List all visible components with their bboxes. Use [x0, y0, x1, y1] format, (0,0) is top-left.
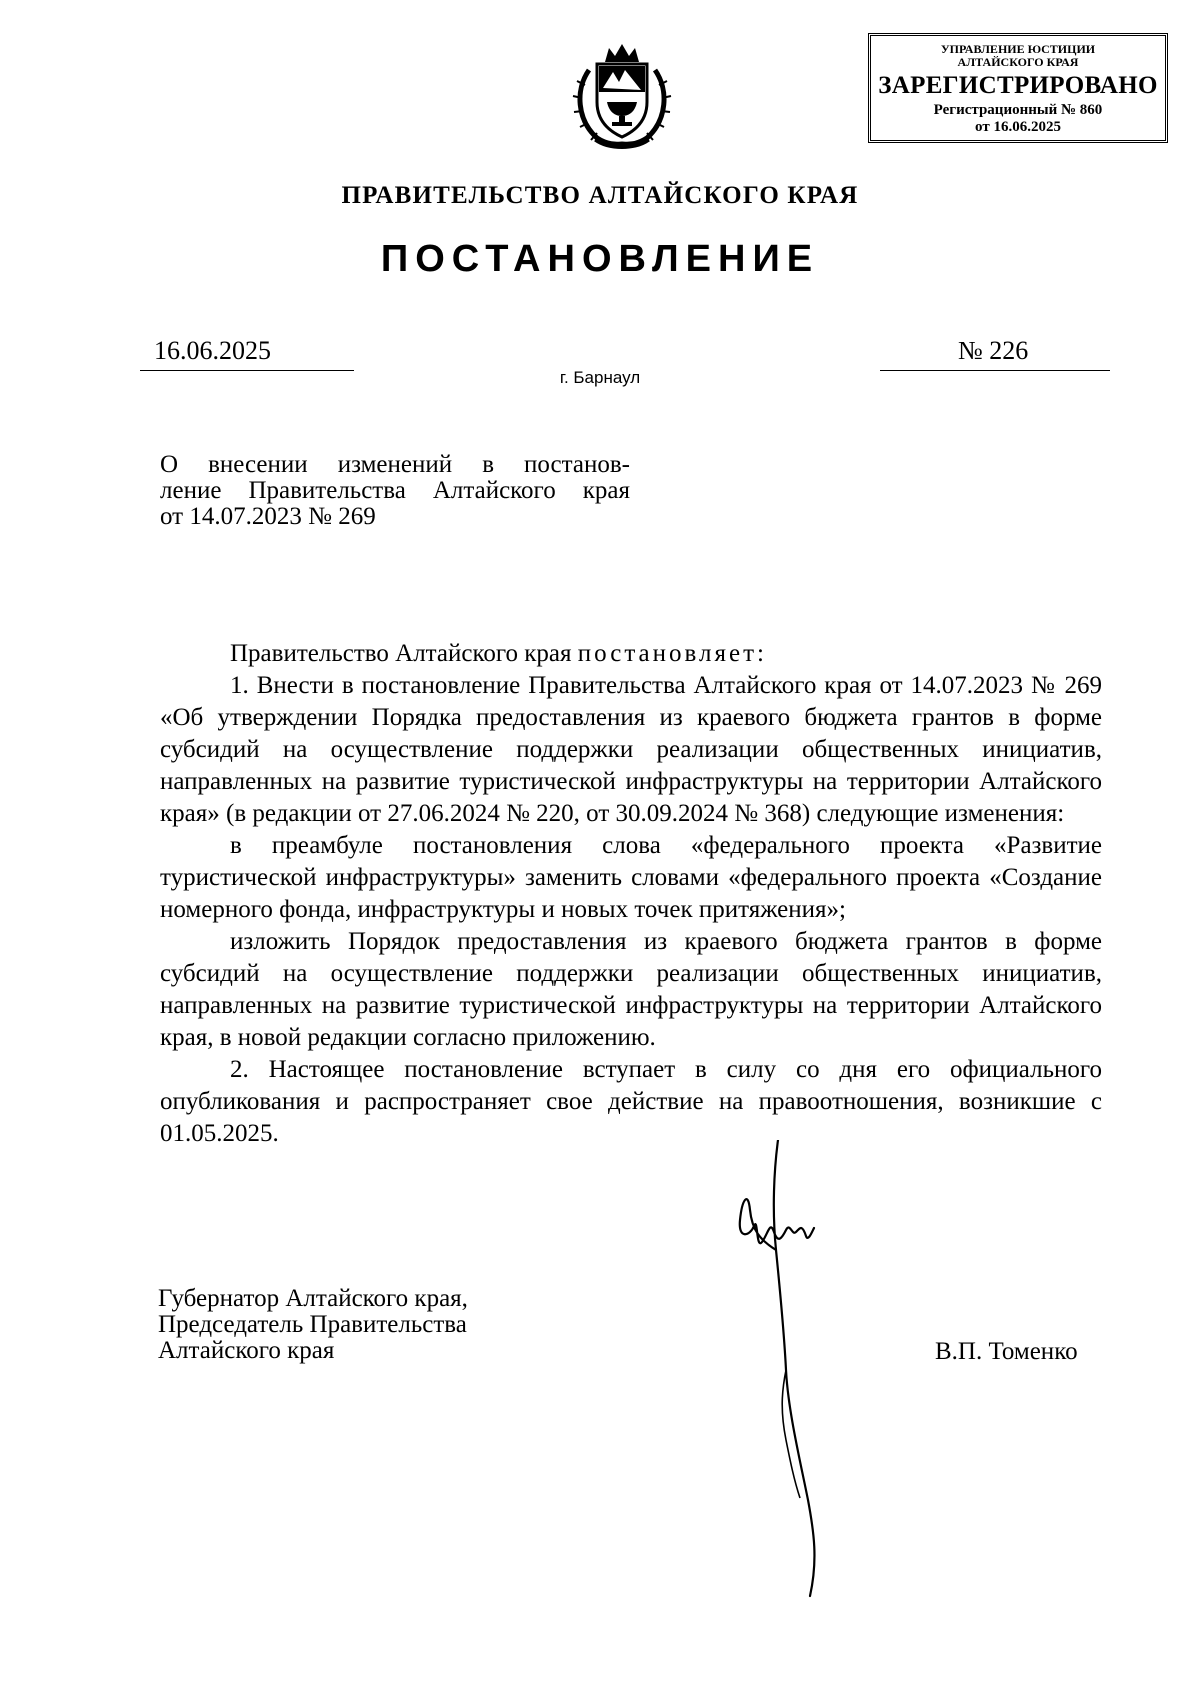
- subject-line-1: О внесении изменений в постанов-: [160, 451, 630, 478]
- document-date-field: [140, 336, 354, 371]
- signatory-title: [158, 1286, 468, 1364]
- body-item-1a: в преамбуле постановления слова «федерального проекта «Развитие туристической инфраструктуры» заменить словами «федерального проекта «Создание номерного фонда, инфраструктуры и новых точек притяжения»;: [160, 832, 1102, 923]
- stamp-authority-line1: УПРАВЛЕНИЕ ЮСТИЦИИ: [940, 42, 1096, 56]
- document-date: 16.06.2025: [154, 336, 271, 365]
- stamp-reg-number: Регистрационный № 860: [933, 102, 1103, 118]
- stamp-authority-line2: АЛТАЙСКОГО КРАЯ: [957, 55, 1079, 69]
- body-intro: [160, 638, 1102, 670]
- intro-spaced: постановляет: [577, 640, 757, 667]
- document-number-field: [880, 336, 1110, 371]
- body-item-1: 1. Внести в постановление Правительства Алтайского края от 14.07.2023 № 269 «Об утверждении Порядка предоставления из краевого бюджета грантов в форме субсидий на осуществление поддержки реализации общественных инициатив, направленных на развитие туристической инфраструктуры на территории Алтайского края» (в редакции от 27.06.2024 № 220, от 30.09.2024 № 368) следующие изменения:: [160, 672, 1102, 827]
- document-number: № 226: [958, 336, 1029, 365]
- signatory-line-3: Алтайского края: [158, 1337, 335, 1364]
- signatory-name: В.П. Томенко: [935, 1338, 1078, 1365]
- document-type-title: ПОСТАНОВЛЕНИЕ: [380, 238, 820, 280]
- stamp-reg-date: от 16.06.2025: [975, 119, 1061, 135]
- intro-prefix: Правительство Алтайского края: [230, 640, 578, 667]
- intro-suffix: :: [757, 640, 764, 667]
- body-item-2: 2. Настоящее постановление вступает в силу со дня его официального опубликования и распространяет свое действие на правоотношения, возникшие с 01.05.2025.: [160, 1056, 1102, 1147]
- signatory-line-2: Председатель Правительства: [158, 1311, 467, 1338]
- registration-stamp: [868, 33, 1168, 143]
- signatory-line-1: Губернатор Алтайского края,: [158, 1285, 468, 1312]
- document-city: г. Барнаул: [559, 368, 641, 387]
- handwritten-signature-icon: [690, 1140, 850, 1600]
- document-subject: [160, 452, 630, 530]
- document-body: [160, 638, 1102, 1150]
- coat-of-arms-icon: [567, 40, 677, 152]
- subject-line-2: ление Правительства Алтайского края: [160, 477, 630, 504]
- body-item-1b: изложить Порядок предоставления из краевого бюджета грантов в форме субсидий на осуществление поддержки реализации общественных инициатив, направленных на развитие туристической инфраструктуры на территории Алтайского края, в новой редакции согласно приложению.: [160, 928, 1102, 1051]
- stamp-status: ЗАРЕГИСТРИРОВАНО: [878, 72, 1158, 99]
- government-title: ПРАВИТЕЛЬСТВО АЛТАЙСКОГО КРАЯ: [341, 182, 859, 209]
- subject-line-3: от 14.07.2023 № 269: [160, 503, 376, 530]
